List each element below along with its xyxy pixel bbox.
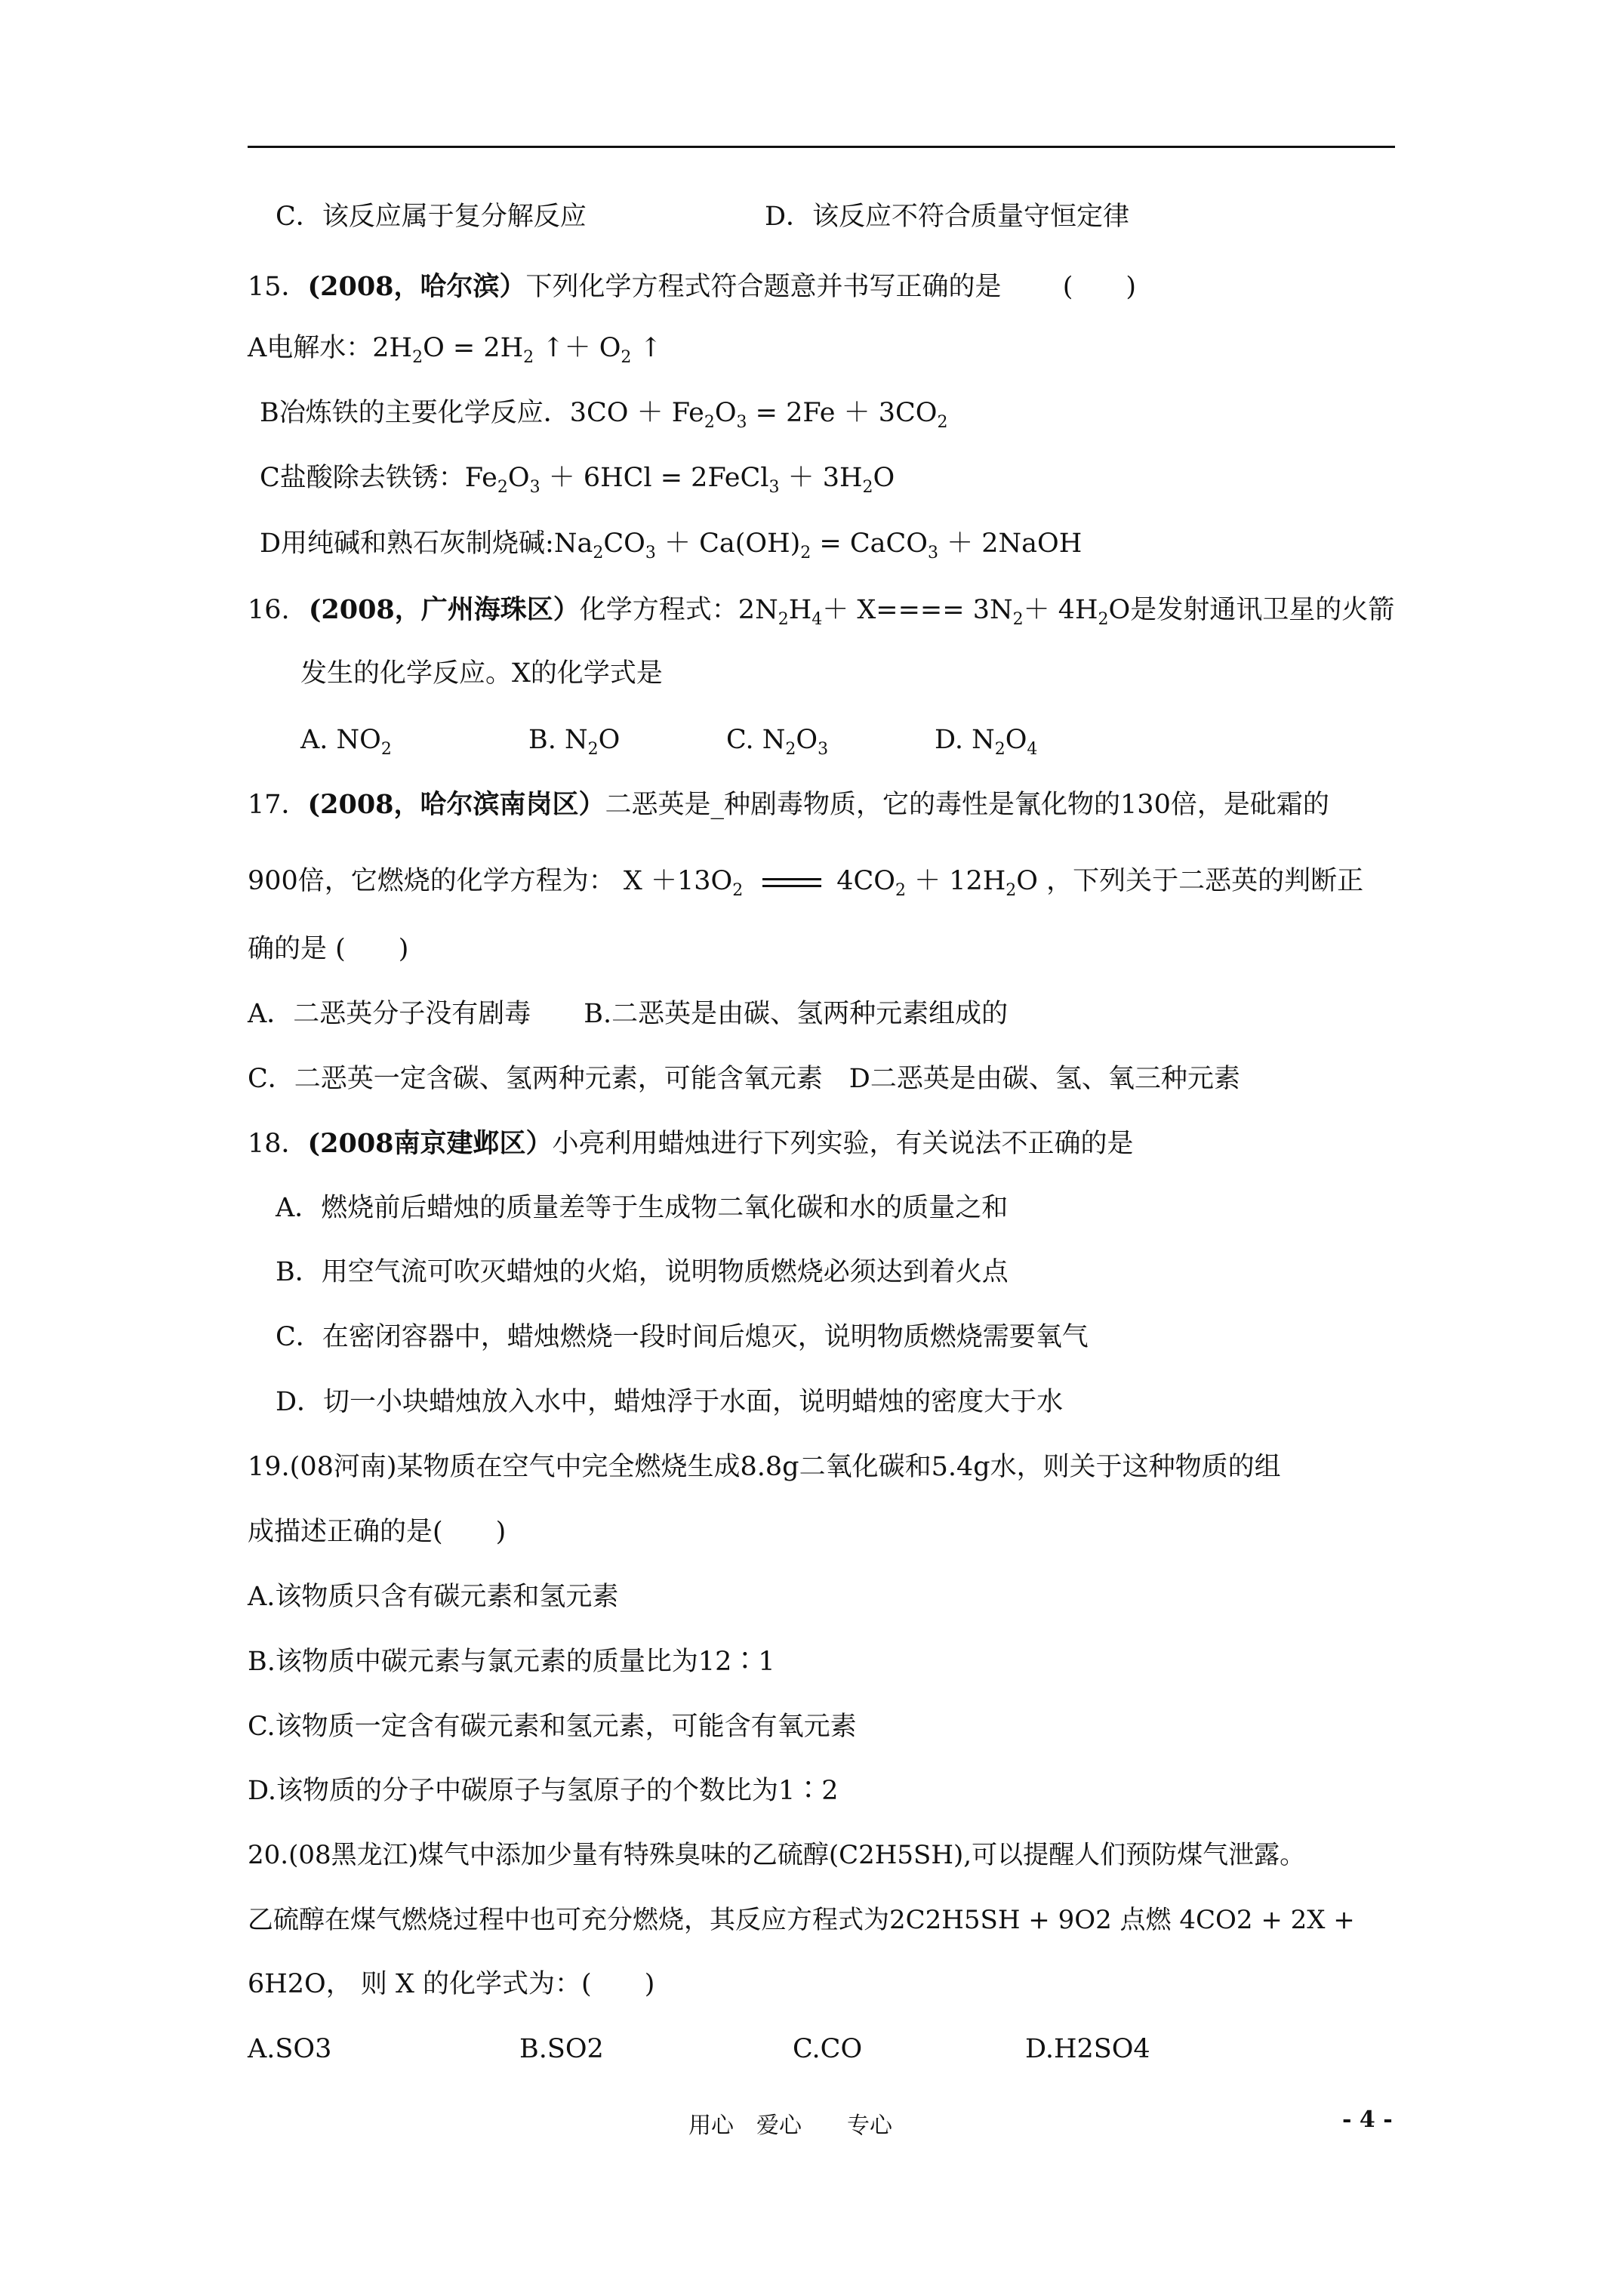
q14-option-d: D．该反应不符合质量守恒定律 — [765, 202, 1130, 232]
q20-option-d: D.H2SO4 — [1025, 2034, 1150, 2064]
question-15-stem — [248, 273, 1136, 300]
q16-option-b: B. $N_2O$ — [528, 725, 621, 759]
question-number: 16. — [248, 595, 290, 625]
q19-option-c: C.该物质一定含有碳元素和氢元素，可能含有氧元素 — [248, 1712, 857, 1742]
q15-option-c: C盐酸除去铁锈：$Fe_2O_3 + 6HCl$ = 2FeCl$_3$ ＋ $3H_2O$ — [260, 463, 895, 497]
question-16-stem-cont: 发生的化学反应。X的化学式是 — [300, 658, 663, 689]
question-17-stem-end: 确的是 ( ) — [248, 934, 409, 964]
question-text: 小亮利用蜡烛进行下列实验，有关说法不正确的是 — [552, 1129, 1134, 1159]
question-18-stem — [248, 1130, 1134, 1157]
q14-option-c: C．该反应属于复分解反应 — [276, 202, 587, 232]
q19-option-d: D.该物质的分子中碳原子与氢原子的个数比为1∶2 — [248, 1776, 839, 1806]
question-text: 二恶英是_种剧毒物质，它的毒性是氰化物的130倍，是砒霜的 — [605, 790, 1329, 820]
question-text: 下列化学方程式符合题意并书写正确的是 — [525, 272, 1002, 302]
q15-option-d: D用纯碱和熟石灰制烧碱$:Na_2CO_3 + Ca(OH)_2$ = CaCO$_3$ ＋ 2NaOH — [260, 529, 1083, 562]
question-17-equation-line: 900倍，它燃烧的化学方程为： $X +13O_2$ $4CO_2 + 12H_2O$ ，下列关于二恶英的判断正 — [248, 866, 1364, 900]
q19-option-a: A.该物质只含有碳元素和氢元素 — [248, 1582, 619, 1612]
question-20-stem: 20.(08黑龙江)煤气中添加少量有特殊臭味的乙硫醇(C2H5SH),可以提醒人们预防煤气泄露。 — [248, 1840, 1306, 1870]
question-source: (2008，广州海珠区） — [308, 594, 580, 625]
header-rule — [248, 146, 1395, 148]
q20-option-c: C.CO — [793, 2034, 863, 2064]
answer-blank: ( ) — [1062, 272, 1136, 302]
question-16-stem: 16. (2008，广州海珠区）化学方程式：$2N_2H_4+ X==== 3N_2+ 4H_2O$是发射通讯卫星的火箭 — [248, 594, 1395, 629]
question-source: (2008，哈尔滨南岗区） — [307, 789, 605, 820]
q17-options-cd: C．二恶英一定含碳、氢两种元素，可能含氧元素 D二恶英是由碳、氢、氧三种元素 — [248, 1064, 1240, 1094]
question-17-stem — [248, 791, 1329, 818]
q16-option-d: D. $N_2O_4$ — [935, 725, 1038, 759]
q20-option-a: A.SO3 — [248, 2034, 332, 2064]
question-20-stem-end: 6H2O， 则 X 的化学式为：( ) — [248, 1969, 655, 1999]
q16-option-a: A. $NO_2$ — [300, 725, 392, 759]
q16-option-c: C. $N_2O_3$ — [726, 725, 829, 759]
equation-equals-sign — [762, 878, 821, 887]
q18-option-b: B．用空气流可吹灭蜡烛的火焰，说明物质燃烧必须达到着火点 — [276, 1257, 1009, 1287]
question-number: 18． — [248, 1129, 308, 1159]
page-number: - 4 - — [1342, 2106, 1393, 2133]
question-20-stem-cont: 乙硫醇在煤气燃烧过程中也可充分燃烧，其反应方程式为2C2H5SH + 9O2 点燃 4CO2 + 2X + — [248, 1905, 1355, 1935]
question-19-stem: 19.(08河南)某物质在空气中完全燃烧生成8.8g二氧化碳和5.4g水，则关于这种物质的组 — [248, 1452, 1281, 1482]
question-19-stem-cont: 成描述正确的是( ) — [248, 1517, 507, 1547]
q19-option-b: B.该物质中碳元素与氯元素的质量比为12∶1 — [248, 1647, 775, 1677]
q15-option-b: B冶炼铁的主要化学反应．$3CO + Fe_2O_3 = 2Fe + 3CO_2$ — [260, 398, 948, 432]
q17-options-ab: A．二恶英分子没有剧毒 B.二恶英是由碳、氢两种元素组成的 — [248, 999, 1009, 1029]
question-source: (2008，哈尔滨） — [307, 271, 526, 302]
q18-option-d: D．切一小块蜡烛放入水中，蜡烛浮于水面，说明蜡烛的密度大于水 — [276, 1387, 1064, 1417]
q18-option-c: C．在密闭容器中，蜡烛燃烧一段时间后熄灭，说明物质燃烧需要氧气 — [276, 1322, 1089, 1352]
q20-option-b: B.SO2 — [519, 2034, 604, 2064]
q15-option-a: A电解水：$2H_2O = 2H_2$ ↑＋ $O_2$ ↑ — [248, 333, 662, 367]
footer-motto: 用心 爱心 专心 — [688, 2113, 892, 2139]
q18-option-a: A．燃烧前后蜡烛的质量差等于生成物二氧化碳和水的质量之和 — [276, 1193, 1009, 1223]
question-source: (2008南京建邺区） — [307, 1128, 553, 1159]
question-number: 15． — [248, 272, 308, 302]
question-number: 17． — [248, 790, 308, 820]
